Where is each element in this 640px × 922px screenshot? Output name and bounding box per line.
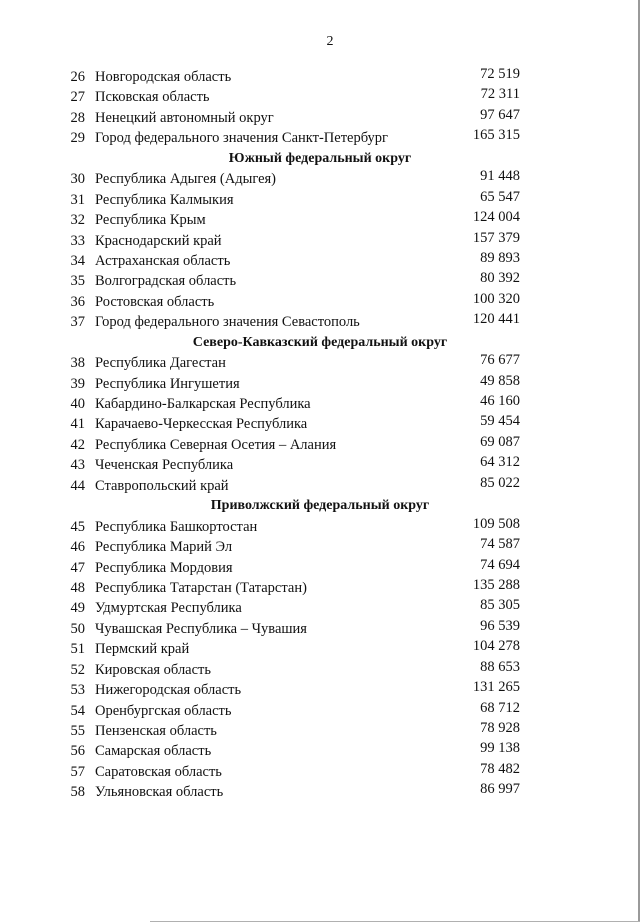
region-name: Волгоградская область bbox=[95, 273, 237, 290]
region-name: Саратовская область bbox=[95, 763, 222, 780]
row-number: 42 bbox=[70, 436, 85, 453]
table-row bbox=[0, 619, 640, 639]
region-value: 104 278 bbox=[472, 638, 520, 655]
region-value: 85 022 bbox=[480, 474, 520, 491]
row-number: 47 bbox=[70, 559, 85, 576]
region-name: Республика Крым bbox=[95, 212, 206, 229]
row-number: 48 bbox=[70, 579, 85, 596]
row-number: 27 bbox=[70, 89, 85, 106]
table-row bbox=[0, 231, 640, 251]
row-number: 41 bbox=[70, 416, 85, 433]
table-row bbox=[0, 251, 640, 271]
row-number: 36 bbox=[70, 293, 85, 310]
row-number: 44 bbox=[70, 477, 85, 494]
region-name: Удмуртская Республика bbox=[95, 600, 242, 617]
region-value: 109 508 bbox=[472, 515, 520, 532]
row-number: 33 bbox=[70, 232, 85, 249]
region-name: Ульяновская область bbox=[95, 784, 224, 801]
row-number: 46 bbox=[70, 539, 85, 556]
region-value: 59 454 bbox=[480, 413, 520, 430]
row-number: 40 bbox=[70, 396, 85, 412]
region-value: 72 311 bbox=[480, 86, 520, 103]
region-name: Республика Марий Эл bbox=[95, 539, 233, 556]
region-name: Кировская область bbox=[95, 661, 212, 678]
table-row bbox=[0, 414, 640, 434]
region-name: Краснодарский край bbox=[95, 232, 222, 249]
region-name: Пермский край bbox=[95, 641, 190, 658]
row-number: 28 bbox=[70, 109, 85, 126]
table-row bbox=[0, 435, 640, 455]
row-number: 56 bbox=[70, 743, 85, 760]
table-row bbox=[0, 721, 640, 741]
region-name: Чеченская Республика bbox=[95, 457, 234, 474]
region-name: Республика Башкортостан bbox=[95, 518, 258, 535]
row-number: 30 bbox=[70, 171, 85, 188]
table-row bbox=[0, 87, 640, 107]
region-value: 64 312 bbox=[480, 454, 520, 471]
row-number: 45 bbox=[70, 518, 85, 535]
region-value: 65 547 bbox=[480, 188, 520, 205]
row-number: 29 bbox=[70, 130, 85, 147]
region-name: Псковская область bbox=[95, 89, 210, 106]
district-heading: Приволжский федеральный округ bbox=[210, 498, 430, 514]
region-value: 157 379 bbox=[472, 229, 520, 246]
region-value: 72 519 bbox=[480, 66, 520, 82]
region-name: Ненецкий автономный округ bbox=[95, 109, 274, 126]
table-row bbox=[0, 210, 640, 230]
region-value: 120 441 bbox=[472, 311, 520, 328]
region-name: Республика Татарстан (Татарстан) bbox=[95, 579, 307, 596]
row-number: 38 bbox=[70, 355, 85, 372]
row-number: 58 bbox=[70, 784, 85, 801]
table-row bbox=[0, 741, 640, 761]
table-row bbox=[0, 353, 640, 373]
row-number: 52 bbox=[70, 661, 85, 678]
table-row bbox=[0, 701, 640, 721]
region-value: 89 893 bbox=[480, 249, 520, 266]
table-row bbox=[0, 394, 640, 414]
region-name: Республика Мордовия bbox=[95, 559, 233, 576]
district-heading: Южный федеральный округ bbox=[228, 150, 412, 166]
table-row bbox=[0, 598, 640, 618]
region-name: Республика Дагестан bbox=[95, 355, 226, 372]
region-name: Карачаево-Черкесская Республика bbox=[95, 416, 308, 433]
region-name: Оренбургская область bbox=[95, 702, 232, 719]
region-name: Астраханская область bbox=[95, 252, 231, 269]
district-heading: Северо-Кавказский федеральный округ bbox=[192, 334, 448, 350]
region-value: 46 160 bbox=[480, 393, 520, 409]
table-row bbox=[0, 128, 640, 148]
row-number: 50 bbox=[70, 620, 85, 637]
region-value: 86 997 bbox=[480, 781, 520, 798]
region-table bbox=[0, 67, 640, 803]
table-row bbox=[0, 455, 640, 475]
region-value: 74 694 bbox=[480, 556, 520, 573]
region-value: 78 482 bbox=[480, 760, 520, 777]
region-name: Чувашская Республика – Чувашия bbox=[95, 620, 307, 637]
table-row bbox=[0, 476, 640, 496]
table-row bbox=[0, 517, 640, 537]
region-value: 97 647 bbox=[480, 106, 520, 123]
region-value: 131 265 bbox=[472, 679, 520, 696]
table-row bbox=[0, 169, 640, 189]
row-number: 55 bbox=[70, 723, 85, 739]
table-row bbox=[0, 762, 640, 782]
row-number: 49 bbox=[70, 600, 85, 617]
table-row bbox=[0, 374, 640, 394]
table-row bbox=[0, 271, 640, 291]
table-row bbox=[0, 578, 640, 598]
row-number: 39 bbox=[70, 375, 85, 392]
region-name: Республика Северная Осетия – Алания bbox=[95, 436, 337, 453]
table-row bbox=[0, 292, 640, 312]
region-name: Республика Ингушетия bbox=[95, 375, 240, 392]
region-name: Республика Калмыкия bbox=[95, 191, 234, 208]
region-name: Пензенская область bbox=[95, 723, 217, 739]
table-row bbox=[0, 782, 640, 802]
region-value: 124 004 bbox=[472, 209, 520, 226]
row-number: 31 bbox=[70, 191, 85, 208]
row-number: 26 bbox=[70, 69, 85, 85]
region-name: Нижегородская область bbox=[95, 682, 242, 699]
region-value: 69 087 bbox=[480, 433, 520, 450]
table-row bbox=[0, 67, 640, 87]
region-value: 74 587 bbox=[480, 536, 520, 553]
row-number: 53 bbox=[70, 682, 85, 699]
row-number: 32 bbox=[70, 212, 85, 229]
region-value: 85 305 bbox=[480, 597, 520, 614]
table-row bbox=[0, 537, 640, 557]
region-value: 96 539 bbox=[480, 617, 520, 634]
table-row bbox=[0, 190, 640, 210]
region-value: 165 315 bbox=[472, 127, 520, 144]
region-value: 80 392 bbox=[480, 270, 520, 287]
region-value: 76 677 bbox=[480, 352, 520, 369]
table-row bbox=[0, 680, 640, 700]
table-row bbox=[0, 639, 640, 659]
row-number: 54 bbox=[70, 702, 85, 719]
region-value: 99 138 bbox=[480, 740, 520, 757]
row-number: 34 bbox=[70, 252, 85, 269]
region-value: 49 858 bbox=[480, 372, 520, 389]
page-number: 2 bbox=[326, 34, 334, 49]
region-name: Ростовская область bbox=[95, 293, 215, 310]
row-number: 51 bbox=[70, 641, 85, 658]
region-name: Город федерального значения Санкт-Петербург bbox=[95, 130, 389, 147]
region-name: Новгородская область bbox=[95, 69, 232, 85]
region-name: Город федерального значения Севастополь bbox=[95, 314, 360, 331]
table-row bbox=[0, 312, 640, 332]
row-number: 35 bbox=[70, 273, 85, 290]
row-number: 43 bbox=[70, 457, 85, 474]
table-row bbox=[0, 558, 640, 578]
table-row bbox=[0, 108, 640, 128]
row-number: 37 bbox=[70, 314, 85, 331]
region-value: 78 928 bbox=[480, 720, 520, 736]
region-name: Кабардино-Балкарская Республика bbox=[95, 396, 311, 412]
region-name: Ставропольский край bbox=[95, 477, 229, 494]
table-row bbox=[0, 660, 640, 680]
region-value: 135 288 bbox=[472, 576, 520, 593]
region-value: 91 448 bbox=[480, 168, 520, 185]
row-number: 57 bbox=[70, 763, 85, 780]
region-name: Самарская область bbox=[95, 743, 212, 760]
region-name: Республика Адыгея (Адыгея) bbox=[95, 171, 277, 188]
region-value: 68 712 bbox=[480, 699, 520, 716]
region-value: 100 320 bbox=[472, 290, 520, 307]
region-value: 88 653 bbox=[480, 658, 520, 675]
